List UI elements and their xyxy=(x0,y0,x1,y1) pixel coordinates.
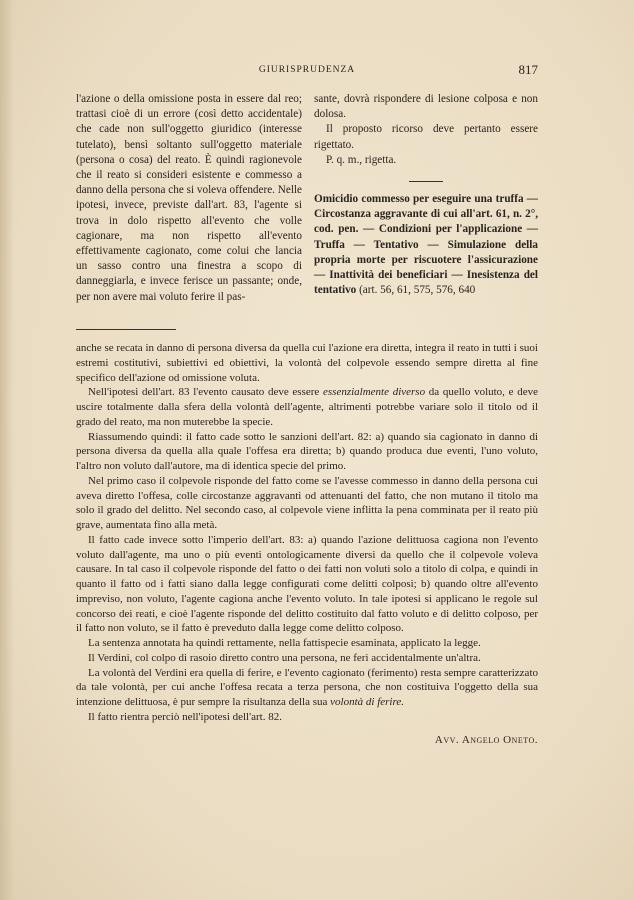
note-paragraph-5: Il fatto cade invece sotto l'imperio dell'art. 83: a) quando l'azione delittuosa cagiona non l'evento voluto dall'agente, ma uno o più eventi ontologicamente diversi da quello che il colpevole voleva causare. In tal caso il colpevole risponde del fatto o dei fatti non voluti solo a titolo di colpa, e quindi in quanto il fatto od i fatti siano dalla legge configurati come delitti colposi; b) quando oltre all'evento impreviso, non voluto, l'agente cagiona anche l'evento voluto. In tale ipotesi si applicano le regole sul concorso dei reati, e cioè l'agente risponde del delitto costituito dal fatto voluto e di delitto colposo, per il fatto non voluto, se il fatto è preveduto dalla legge come delitto colposo. xyxy=(76,533,538,635)
right-paragraph-2: Il proposto ricorso deve pertanto essere rigettato. xyxy=(314,123,538,151)
page-number: 817 xyxy=(518,62,538,77)
note-paragraph-1: anche se recata in danno di persona diversa da quella cui l'azione era diretta, integra il reato in tutti i suoi estremi costitutivi, subiettivi ed obiettivi, la volontà del colpevole essendo sempre diretta al fine specifico dell'azione od omissione voluta. xyxy=(76,342,538,384)
note-paragraph-2 xyxy=(76,385,538,429)
right-paragraph-1: sante, dovrà rispondere di lesione colposa e non dolosa. xyxy=(314,93,538,121)
note-2-emphasis: essenzialmente diverso xyxy=(323,386,426,399)
left-column xyxy=(76,92,302,305)
note-paragraph-7: Il Verdini, col colpo di rasoio diretto contro una persona, ne ferì accidentalmente un'altra. xyxy=(88,651,481,664)
note-paragraph-8 xyxy=(76,666,538,710)
case-heading-bold: Omicidio commesso per eseguire una truffa — Circostanza aggravante di cui all'art. 61, n. 2°, cod. pen. — Condizioni per l'applicazione — Truffa — Tentativo — Simulazione della propria morte per riscuotere l'assicurazione — Inattività dei beneficiari — Inesistenza del tentativo xyxy=(314,193,538,297)
running-head xyxy=(76,62,538,78)
note-8-part-a: La volontà del Verdini era quella di ferire, e l'evento cagionato (ferimento) resta sempre caratterizzato da tale volontà, per cui anche l'offesa recata a terza persona, che non costituiva l'oggetto della sua intenzione delittuosa, è pur sempre la risultanza della sua xyxy=(76,666,538,708)
case-heading-articles: (art. 56, 61, 575, 576, 640 xyxy=(356,284,476,297)
running-head-title: GIURISPRUDENZA xyxy=(258,65,356,75)
section-divider xyxy=(409,181,443,182)
note-8-emphasis: volontà di ferire. xyxy=(330,696,404,708)
note-paragraph-9: Il fatto rientra perciò nell'ipotesi dell'art. 82. xyxy=(88,710,282,723)
binding-shadow xyxy=(0,0,14,900)
left-paragraph: l'azione o della omissione posta in essere dal reo; trattasi cioè di un errore (così detto accidentale) che cade non sull'oggetto giuridico (interesse tutelato), bensì soltanto sull'oggetto materiale (persona o cosa) del reato. È quindi ragionevole che il reato si consideri esistente e commesso a danno della persona che si voleva offendere. Nelle ipotesi, invece, previste dall'art. 83, l'agente si trova in dolo rispetto all'evento che volle cagionare, ma non rispetto all'evento effettivamente cagionato, come colui che lancia un sasso contro una finestra a scopo di danneggiarla, e invece ferisce un passante; onde, per non avere mai voluto ferire il pas- xyxy=(76,93,302,303)
case-heading xyxy=(314,192,538,298)
right-column xyxy=(314,92,538,298)
right-paragraph-3: P. q. m., rigetta. xyxy=(326,153,397,166)
note-2-part-a: Nell'ipotesi dell'art. 83 l'evento causato deve essere xyxy=(88,386,323,399)
author-signature: Avv. Angelo Oneto. xyxy=(434,733,538,746)
footnote-rule xyxy=(76,329,176,330)
note-paragraph-3: Riassumendo quindi: il fatto cade sotto le sanzioni dell'art. 82: a) quando sia cagionato in danno di persona diversa da quella alla quale l'offesa era diretta; b) quando produca due eventi, l'uno voluto, l'altro non voluto dall'autore, ma di identica specie del primo. xyxy=(76,430,538,472)
note-paragraph-6: La sentenza annotata ha quindi rettamente, nella fattispecie esaminata, applicato la legge. xyxy=(88,637,481,649)
note-paragraph-4: Nel primo caso il colpevole risponde del fatto come se l'avesse commesso in danno della persona cui aveva diretto l'offesa, colle circostanze aggravanti od attenuanti del fatto, che non mutano il titolo ma solo il grado del delitto. Nel secondo caso, al colpevole viene inflitta la pena comminata per il reato più grave, aumentata fino alla metà. xyxy=(76,474,538,531)
note-2-part-b: da quello voluto, e deve uscire totalmente dalla sfera della volontà dell'agente, altrimenti potrebbe variare solo il titolo od il grado del reato, ma non muterebbe la specie. xyxy=(76,386,538,428)
footnote-block xyxy=(76,341,538,747)
